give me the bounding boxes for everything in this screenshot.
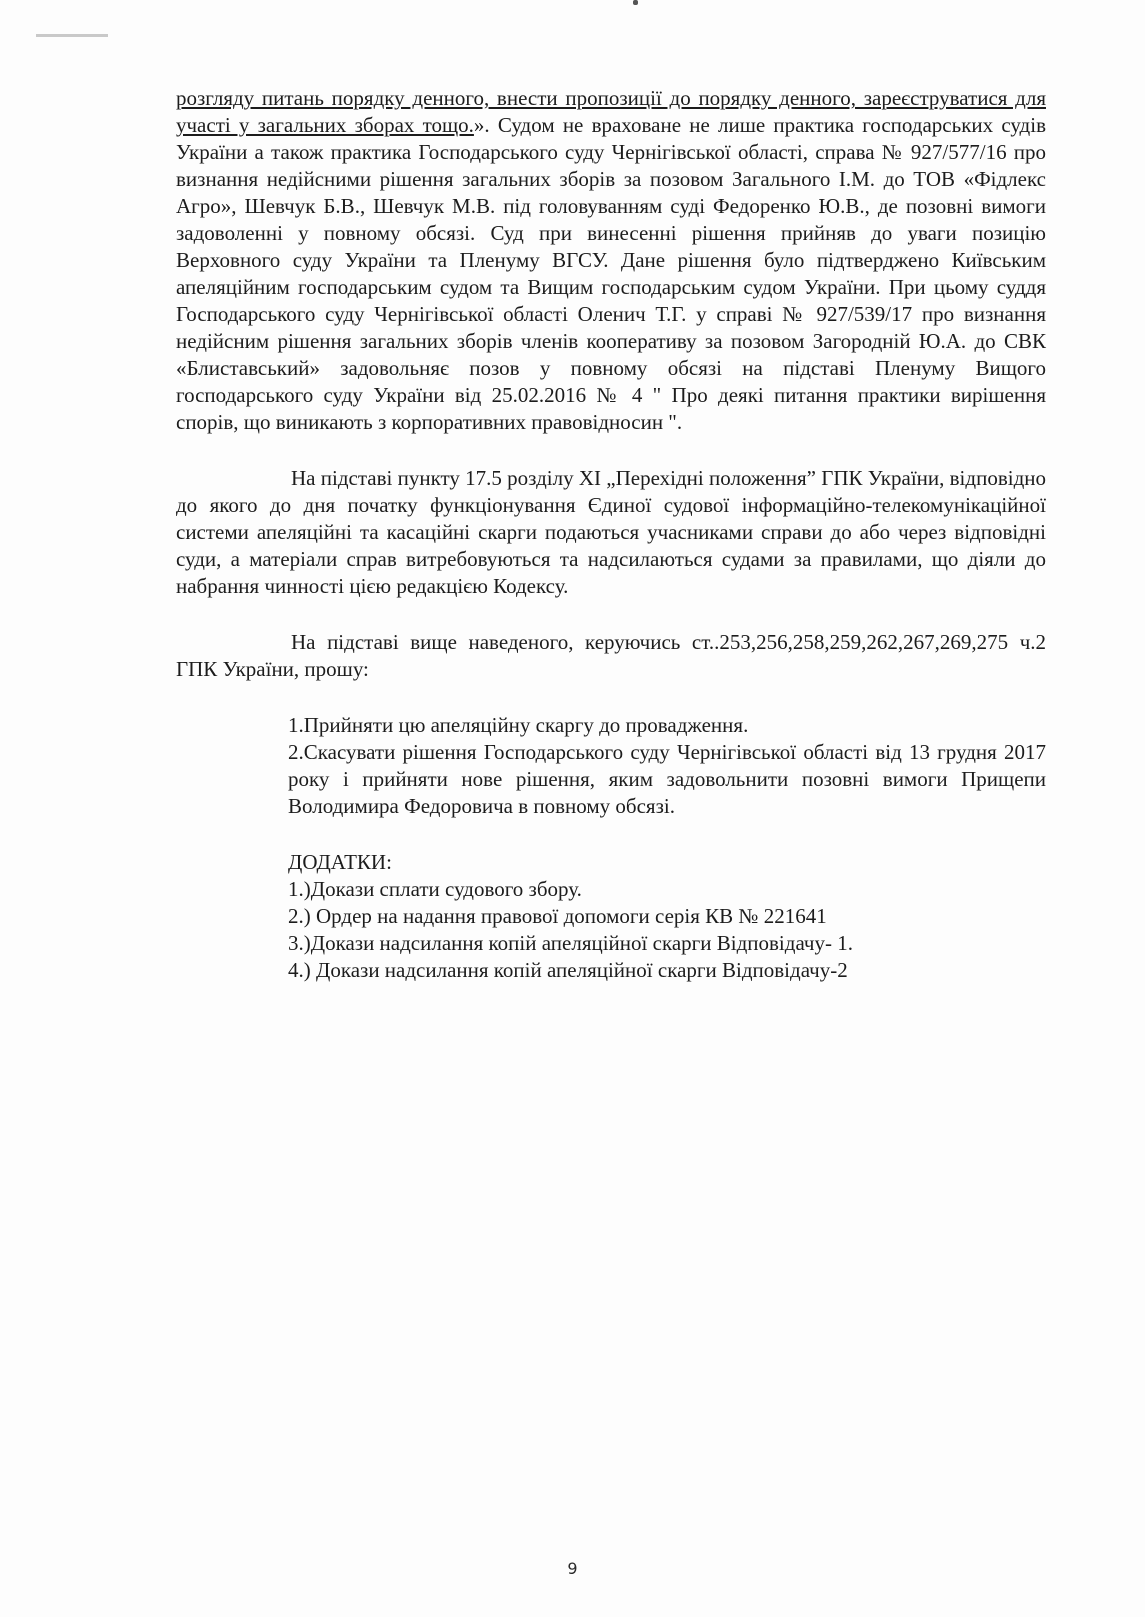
attachments-heading: ДОДАТКИ: bbox=[288, 850, 392, 874]
paragraph-court-practice bbox=[176, 85, 1046, 436]
scan-artifact bbox=[633, 0, 638, 5]
paragraph-text: ». Судом не враховане не лише практика господарських судів України а також практика Господарського суду Чернігівської області, справа № 927/577/16 про визнання недійсними рішення загальних зборів за позовом Загального І.М. до ТОВ «Фідлекс Агро», Шевчук Б.В., Шевчук М.В. під головуванням суді Федоренко Ю.В., де позовні вимоги задоволенні у повному обсязі. Суд при винесенні рішення прийняв до уваги позицію Верховного суду України та Пленуму ВГСУ. Дане рішення було підтверджено Київським апеляційним господарським судом та Вищим господарським судом України. При цьому суддя Господарського суду Чернігівської області Оленич Т.Г. у справі № 927/539/17 про визнання недійсним рішення загальних зборів членів кооперативу за позовом Загородній Ю.А. до СВК «Блиставський» задовольняє позов у повному обсязі на підставі Пленуму Вищого господарського суду України від 25.02.2016 № 4 " Про деякі питання практики вирішення спорів, що виникають з корпоративних правовідносин ". bbox=[176, 113, 1046, 434]
document-body bbox=[176, 85, 1046, 984]
request-item: 1.Прийняти цю апеляційну скаргу до провадження. bbox=[288, 713, 749, 737]
paragraph-request-basis: На підставі вище наведеного, керуючись ст..253,256,258,259,262,267,269,275 ч.2 ГПК України, прошу: bbox=[176, 630, 1046, 681]
underlined-quote: розгляду питань порядку денного, внести пропозиції до порядку денного, зареєструватися для участі у загальних зборах тощо. bbox=[176, 86, 1046, 137]
request-list bbox=[288, 712, 1046, 820]
attachment-item: 1.)Докази сплати судового збору. bbox=[288, 877, 582, 901]
page-number: 9 bbox=[567, 1559, 578, 1578]
request-item: 2.Скасувати рішення Господарського суду Чернігівської області від 13 грудня 2017 року і прийняти нове рішення, яким задовольнити позовні вимоги Прищепи Володимира Федоровича в повному обсязі. bbox=[288, 740, 1046, 818]
scan-artifact bbox=[36, 34, 108, 37]
paragraph-transitional-provisions: На підставі пункту 17.5 розділу XI „Перехідні положення” ГПК України, відповідно до якого до дня початку функціонування Єдиної судової інформаційно-телекомунікаційної системи апеляційні та касаційні скарги подаються учасниками справи до або через відповідні суди, а матеріали справ витребовуються та надсилаються судами за правилами, що діяли до набрання чинності цією редакцією Кодексу. bbox=[176, 466, 1046, 598]
attachments-section bbox=[288, 849, 1046, 984]
attachment-item: 2.) Ордер на надання правової допомоги серія КВ № 221641 bbox=[288, 904, 827, 928]
attachment-item: 4.) Докази надсилання копій апеляційної скарги Відповідачу-2 bbox=[288, 958, 848, 982]
attachment-item: 3.)Докази надсилання копій апеляційної скарги Відповідачу- 1. bbox=[288, 931, 853, 955]
attachments-list bbox=[288, 876, 1046, 984]
